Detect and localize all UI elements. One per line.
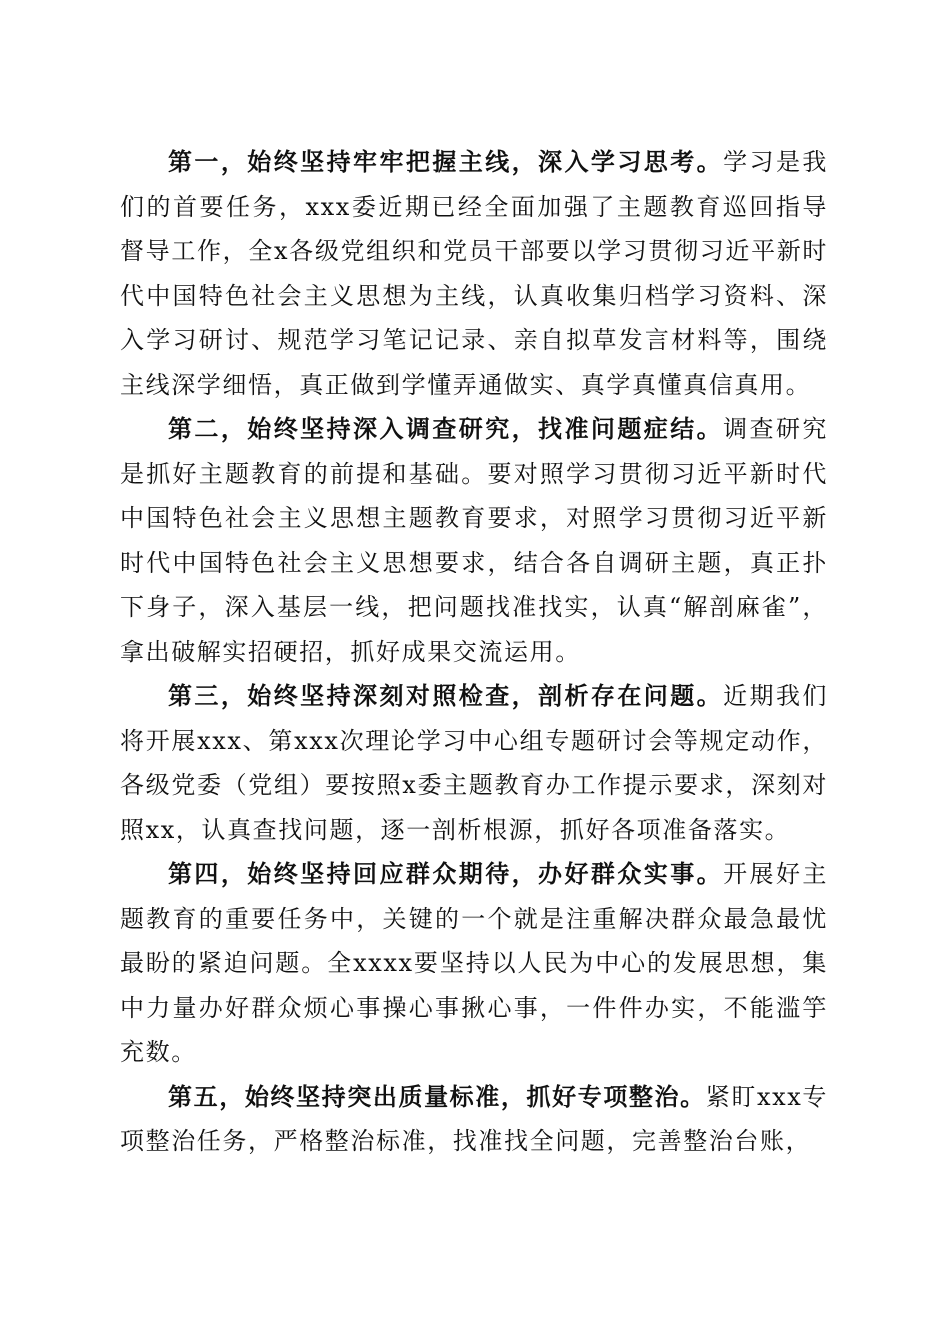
paragraph-5-body: 紧盯xxx专项整治任务，严格整治标准，找准找全问题，完善整治台账， [120,1082,828,1155]
paragraph-3 [120,674,828,852]
paragraph-1-body: 学习是我们的首要任务，xxx委近期已经全面加强了主题教育巡回指导督导工作，全x各级党组织和党员干部要以学习贯彻习近平新时代中国特色社会主义思想为主线，认真收集归档学习资料、深入学习研讨、规范学习笔记记录、亲自拟草发言材料等，围绕主线深学细悟，真正做到学懂弄通做实、真学真懂真信真用。 [120,148,828,399]
paragraph-3-lead: 第三，始终坚持深刻对照检查，剖析存在问题。 [168,681,724,710]
paragraph-3-body: 近期我们将开展xxx、第xxx次理论学习中心组专题研讨会等规定动作，各级党委（党组）要按照x委主题教育办工作提示要求，深刻对照xx，认真查找问题，逐一剖析根源，抓好各项准备落实。 [120,682,828,844]
paragraph-2-lead: 第二，始终坚持深入调查研究，找准问题症结。 [168,414,724,443]
paragraph-5 [120,1075,828,1164]
paragraph-4-lead: 第四，始终坚持回应群众期待，办好群众实事。 [168,859,724,888]
paragraph-1-lead: 第一，始终坚持牢牢把握主线，深入学习思考。 [168,147,724,176]
paragraph-4 [120,852,828,1075]
paragraph-2-body: 调查研究是抓好主题教育的前提和基础。要对照学习贯彻习近平新时代中国特色社会主义思想主题教育要求，对照学习贯彻习近平新时代中国特色社会主义思想要求，结合各自调研主题，真正扑下身子，深入基层一线，把问题找准找实，认真“解剖麻雀”，拿出破解实招硬招，抓好成果交流运用。 [120,415,828,666]
paragraph-5-lead: 第五，始终坚持突出质量标准，抓好专项整治。 [168,1081,706,1111]
paragraph-1 [120,140,828,407]
paragraph-2 [120,407,828,674]
paragraph-4-body: 开展好主题教育的重要任务中，关键的一个就是注重解决群众最急最忧最盼的紧迫问题。全xxxx要坚持以人民为中心的发展思想，集中力量办好群众烦心事操心事揪心事，一件件办实，不能滥竽充数。 [120,860,828,1066]
document-body [120,140,828,1164]
